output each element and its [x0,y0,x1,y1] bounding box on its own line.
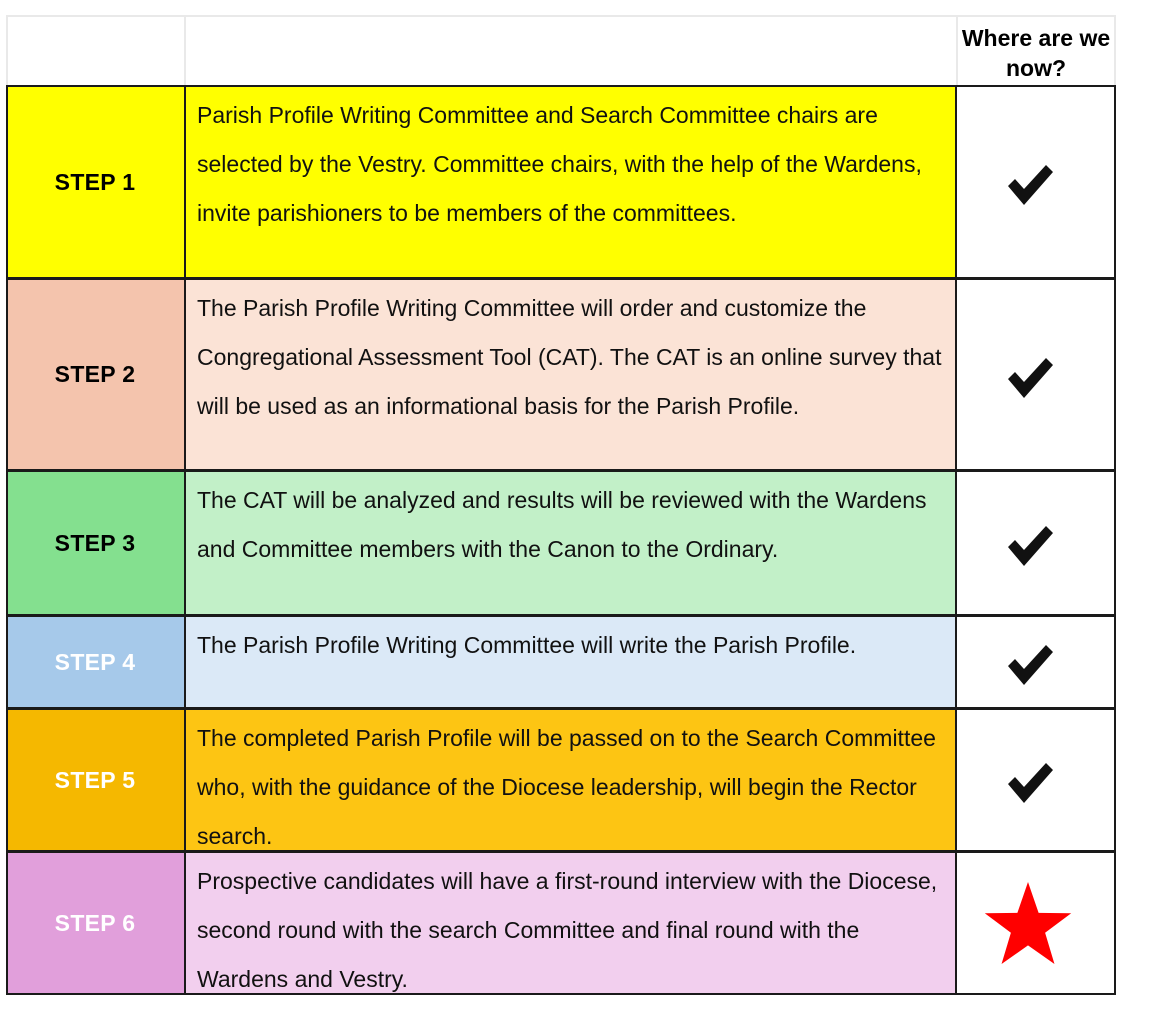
status-column-title: Where are we now? [961,25,1111,81]
check-icon [1005,356,1055,402]
step-description: The completed Parish Profile will be passed on to the Search Committee who, with the guidance of the Diocese leadership, will begin the Rector search. [197,725,936,849]
step-label-cell [6,278,184,471]
check-icon [1005,524,1055,570]
step-description-cell [184,615,957,709]
step-description: Parish Profile Writing Committee and Search Committee chairs are selected by the Vestry. Committee chairs, with the help of the Wardens, invite parishioners to be members of the committees. [197,102,922,226]
step-label: STEP 3 [54,529,136,556]
step-label-cell [6,708,184,852]
star-icon [983,880,1073,966]
header-status-column [956,15,1116,85]
step-description-cell [184,851,957,995]
check-icon [1005,761,1055,807]
step-row [6,470,1116,616]
step-description-cell [184,85,957,279]
step-description-cell [184,470,957,616]
header-empty-step [6,15,184,85]
step-status-cell [957,615,1116,709]
step-description: The Parish Profile Writing Committee will order and customize the Congregational Assessment Tool (CAT). The CAT is an online survey that will be used as an informational basis for the Parish Profile. [197,295,942,419]
step-label-cell [6,851,184,995]
step-description: Prospective candidates will have a first-round interview with the Diocese, second round with the search Committee and final round with the Wardens and Vestry. [197,868,938,992]
step-label: STEP 2 [54,361,136,387]
step-description: The Parish Profile Writing Committee will write the Parish Profile. [197,632,857,658]
step-label: STEP 1 [54,168,136,195]
step-status-cell [957,708,1116,852]
step-label: STEP 5 [54,766,136,793]
header-empty-description [184,15,956,85]
step-label-cell [6,470,184,616]
step-label: STEP 6 [54,909,136,936]
step-label-cell [6,615,184,709]
step-label-cell [6,85,184,279]
step-description-cell [184,278,957,471]
step-status-cell [957,278,1116,471]
step-status-cell [957,851,1116,995]
step-status-cell [957,85,1116,279]
step-row [6,851,1116,995]
step-status-cell [957,470,1116,616]
step-row [6,85,1116,279]
check-icon [1005,163,1055,209]
step-row [6,278,1116,471]
step-description: The CAT will be analyzed and results will be reviewed with the Wardens and Committee members with the Canon to the Ordinary. [197,487,927,562]
step-row [6,615,1116,709]
check-icon [1005,643,1055,689]
step-description-cell [184,708,957,852]
step-row [6,708,1116,852]
step-label: STEP 4 [54,648,136,675]
